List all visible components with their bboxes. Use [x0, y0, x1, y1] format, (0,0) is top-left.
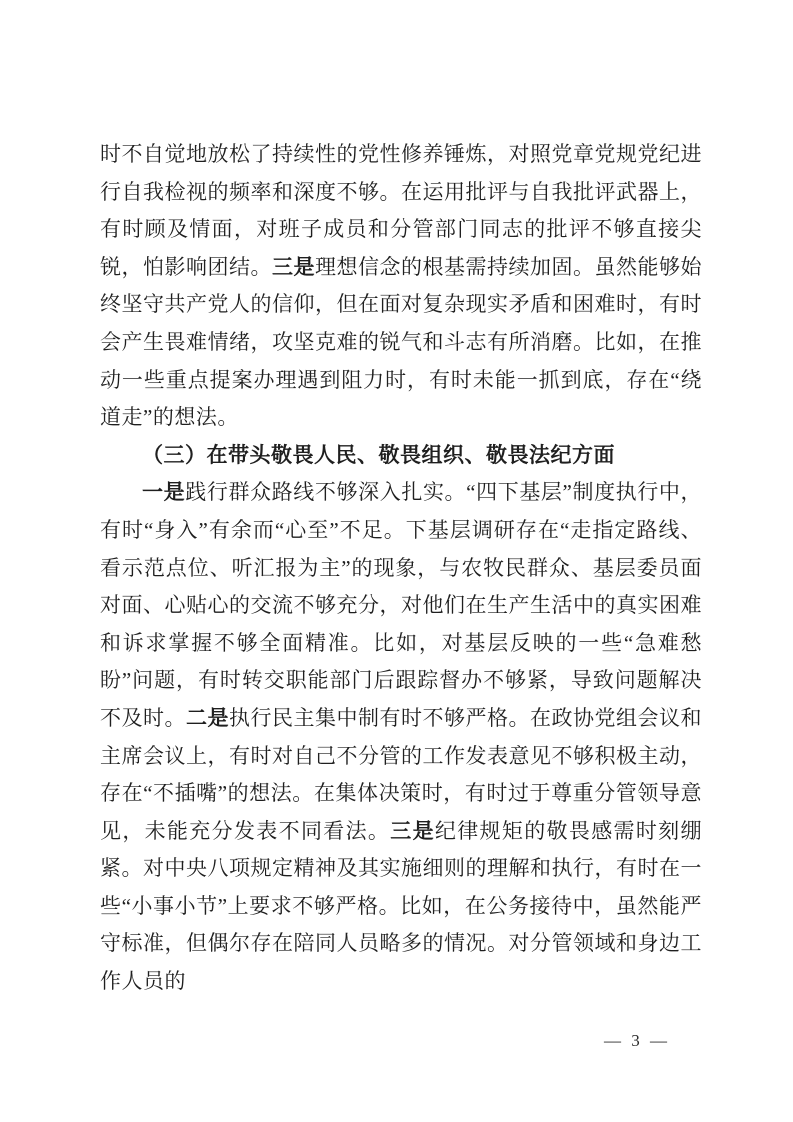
text-run: 理想信念的根基需持续加固。虽然能够始终坚守共产党人的信仰，但在面对复杂现实矛盾和困难时，有时会产生畏难情绪，攻坚克难的锐气和斗志有所消磨。比如，在推动一些重点提案办理遇到阻力时，有时未能一抓到底，存在“绕道走”的想法。: [100, 254, 702, 430]
text-run: 时不自觉地放松了持续性的党性修养锤炼，对照党章党规党纪进行自我检视的频率和深度不够。在运用批评与自我批评武器上，有时顾及情面，对班子成员和分管部门同志的批评不够直接尖锐，怕影响团结。: [100, 142, 702, 279]
paragraph-body: [100, 474, 702, 1000]
text-run-bold: 三是: [272, 254, 315, 279]
text-run: 执行民主集中制有时不够严格。在政协党组会议和主席会议上，有时对自己不分管的工作发表意见不够积极主动，存在“不插嘴”的想法。在集体决策时，有时过于尊重分管领导意见，未能充分发表不同看法。: [100, 705, 702, 843]
text-run-bold: 三是: [390, 818, 435, 843]
text-run: 纪律规矩的敬畏感需时刻绷紧。对中央八项规定精神及其实施细则的理解和执行，有时在一些“小事小节”上要求不够严格。比如，在公务接待中，虽然能严守标准，但偶尔存在陪同人员略多的情况。对分管领域和身边工作人员的: [100, 818, 703, 994]
text-run-bold: 一是: [142, 480, 186, 505]
section-heading: （三）在带头敬畏人民、敬畏组织、敬畏法纪方面: [142, 442, 615, 467]
page-number: — 3 —: [604, 1031, 670, 1050]
paragraph-continuation: [100, 136, 702, 437]
text-run-bold: 二是: [186, 705, 229, 730]
document-body: [100, 136, 702, 1001]
text-run: 践行群众路线不够深入扎实。“四下基层”制度执行中，有时“身入”有余而“心至”不足。下基层调研存在“走指定路线、看示范点位、听汇报为主”的现象，与农牧民群众、基层委员面对面、心贴心的交流不够充分，对他们在生产生活中的真实困难和诉求掌握不够全面精准。比如，对基层反映的一些“急难愁盼”问题，有时转交职能部门后跟踪督办不够紧，导致问题解决不及时。: [100, 480, 703, 730]
